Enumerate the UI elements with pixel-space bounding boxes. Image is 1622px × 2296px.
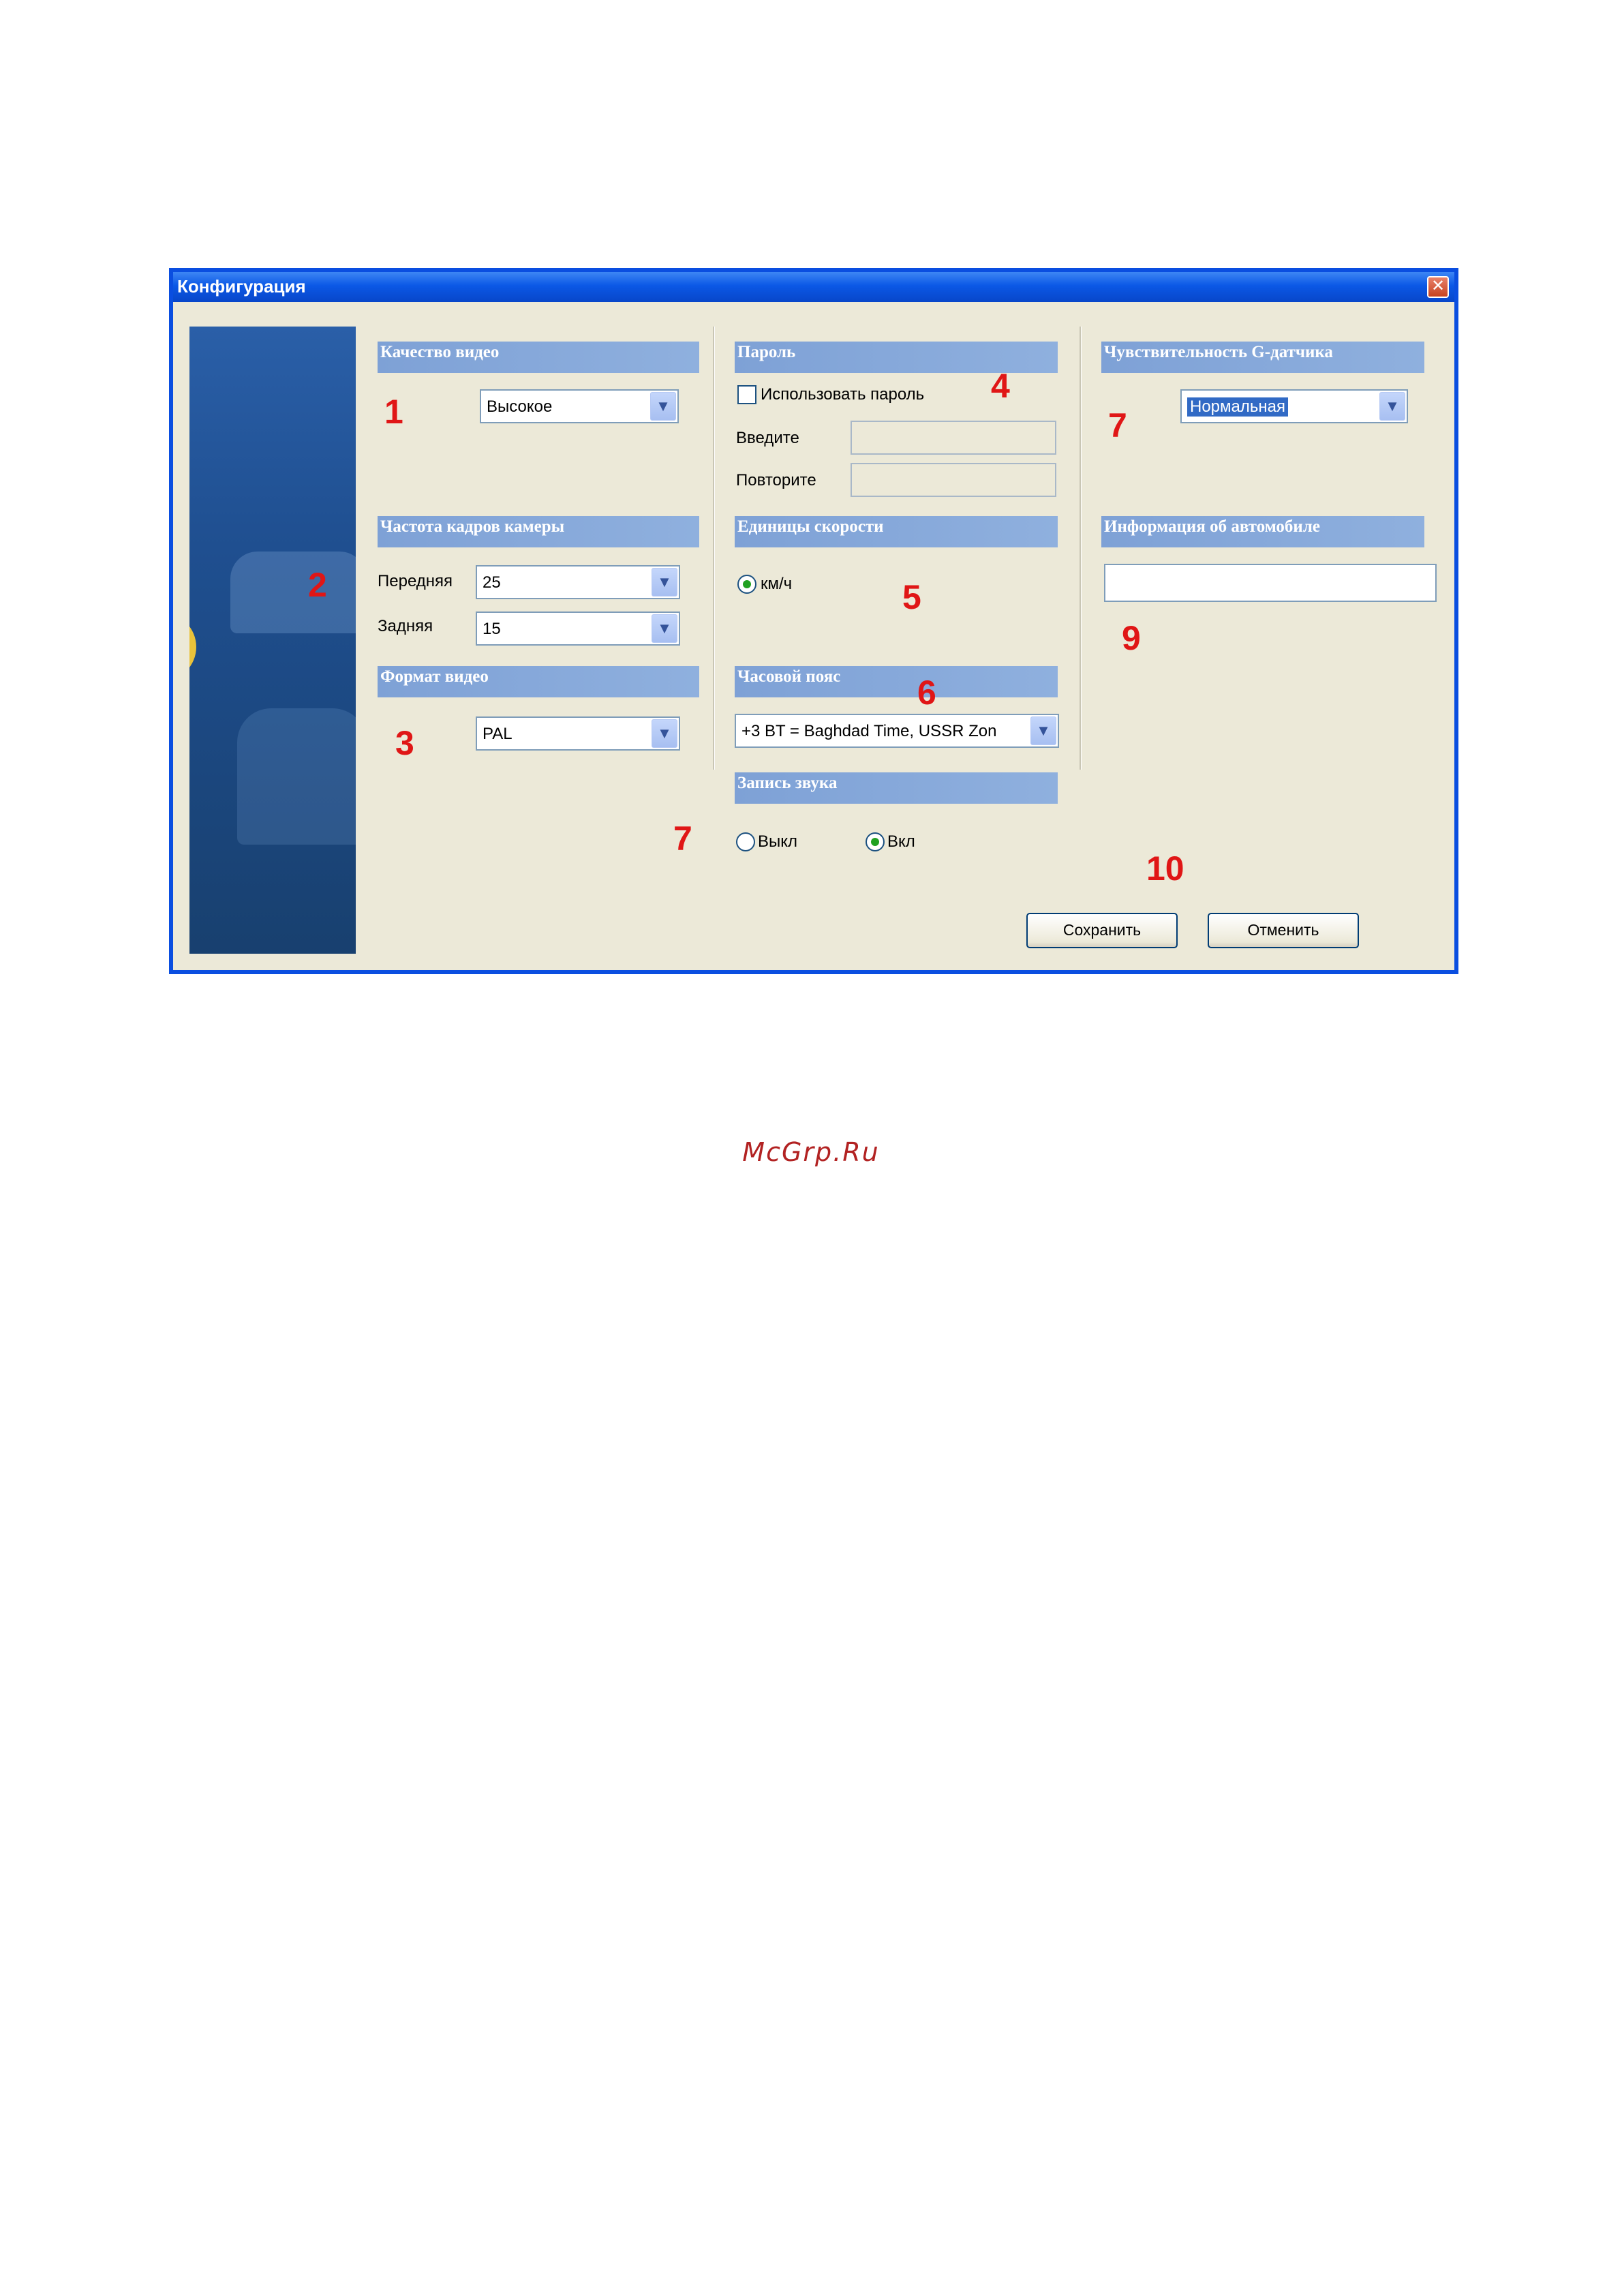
password-header: Пароль (735, 342, 1058, 373)
chevron-down-icon[interactable]: ▼ (652, 568, 677, 596)
banner-sun-shape (189, 613, 196, 681)
chevron-down-icon[interactable]: ▼ (1379, 392, 1405, 421)
chevron-down-icon[interactable]: ▼ (652, 614, 677, 643)
use-password-label: Использовать пароль (761, 385, 925, 404)
marker-4: 4 (991, 367, 1010, 405)
timezone-select[interactable] (735, 714, 1059, 748)
column-separator-2 (1080, 327, 1082, 770)
column-separator-1 (713, 327, 715, 770)
marker-10: 10 (1146, 849, 1184, 888)
video-quality-value: Высокое (487, 397, 553, 416)
video-quality-header: Качество видео (378, 342, 699, 373)
vehicle-info-header: Информация об автомобиле (1101, 516, 1424, 547)
enter-password-field[interactable] (851, 421, 1056, 455)
sound-on-label: Вкл (887, 832, 915, 851)
video-quality-select[interactable] (480, 389, 679, 423)
chevron-down-icon[interactable]: ▼ (1030, 716, 1056, 745)
marker-9: 9 (1122, 619, 1141, 657)
video-format-header: Формат видео (378, 666, 699, 697)
g-sensor-value: Нормальная (1187, 397, 1288, 417)
video-format-value: PAL (483, 725, 512, 743)
g-sensor-header: Чувствительность G-датчика (1101, 342, 1424, 373)
frame-rate-header: Частота кадров камеры (378, 516, 699, 547)
rear-fps-value: 15 (483, 620, 501, 638)
sound-on-radio[interactable] (866, 832, 885, 851)
marker-7-gsensor: 7 (1108, 406, 1127, 444)
vehicle-info-field[interactable] (1104, 564, 1437, 602)
close-icon: ✕ (1430, 277, 1445, 295)
marker-1: 1 (384, 393, 403, 431)
use-password-checkbox[interactable] (737, 385, 756, 404)
sound-off-label: Выкл (758, 832, 798, 851)
banner-car-shape (230, 552, 356, 633)
sound-off-radio[interactable] (736, 832, 755, 851)
chevron-down-icon[interactable]: ▼ (652, 719, 677, 748)
watermark: McGrp.Ru (742, 1137, 880, 1167)
marker-5: 5 (902, 578, 921, 616)
speed-units-header: Единицы скорости (735, 516, 1058, 547)
banner-car-shape-2 (237, 708, 356, 845)
marker-3: 3 (395, 724, 414, 762)
sound-recording-header: Запись звука (735, 772, 1058, 804)
g-sensor-select[interactable] (1180, 389, 1408, 423)
enter-password-label: Введите (736, 429, 799, 447)
window-title: Конфигурация (177, 276, 306, 297)
front-fps-value: 25 (483, 573, 501, 592)
save-button[interactable]: Сохранить (1026, 913, 1178, 948)
video-format-select[interactable] (476, 716, 680, 751)
title-bar[interactable] (173, 272, 1454, 302)
marker-6: 6 (917, 674, 936, 712)
timezone-header: Часовой пояс (735, 666, 1058, 697)
repeat-password-field[interactable] (851, 463, 1056, 497)
repeat-password-label: Повторите (736, 471, 816, 489)
marker-7-sound: 7 (673, 819, 692, 858)
front-camera-label: Передняя (378, 572, 453, 590)
chevron-down-icon[interactable]: ▼ (650, 392, 676, 421)
rear-camera-label: Задняя (378, 617, 433, 635)
speed-kmh-label: км/ч (761, 575, 793, 593)
marker-2: 2 (308, 566, 327, 604)
rear-fps-select[interactable] (476, 611, 680, 646)
configuration-window (169, 268, 1458, 974)
timezone-value: +3 BT = Baghdad Time, USSR Zon (741, 722, 997, 740)
side-banner-image (189, 327, 356, 954)
cancel-button[interactable]: Отменить (1208, 913, 1359, 948)
front-fps-select[interactable] (476, 565, 680, 599)
speed-kmh-radio[interactable] (737, 575, 756, 594)
close-button[interactable] (1427, 276, 1449, 298)
